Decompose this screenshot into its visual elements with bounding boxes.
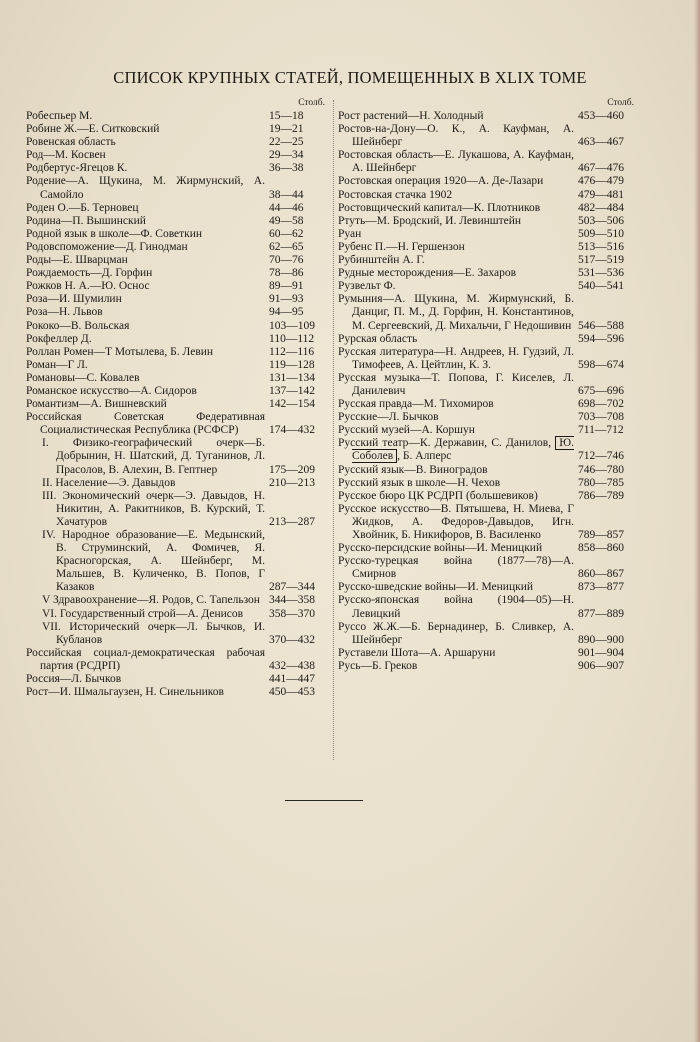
column-range: 780—785 — [578, 476, 624, 489]
entry-title: II. Население—Э. Давыдов — [42, 476, 176, 489]
index-entry — [338, 647, 640, 660]
index-entry — [26, 123, 331, 136]
entry-title: Российская Советская Федеративная Социалистическая Республика (РСФСР) — [26, 411, 265, 437]
entry-title: Рожков Н. А.—Ю. Оснос — [26, 280, 150, 293]
entry-title: Рождаемость—Д. Горфин — [26, 267, 153, 280]
index-entry — [26, 175, 331, 201]
index-entry — [26, 149, 331, 162]
column-range: 711—712 — [578, 424, 624, 437]
entry-title: Русско-японская война (1904—05)—Н. Левицкий — [338, 594, 574, 620]
entry-title: Румыния—А. Щукина, М. Жирмунский, Б. Данциг, П. М., Д. Горфин, Н. Константинов, М. Сергеевский, Д. Михальчи, Г Недошивин — [338, 293, 574, 332]
column-range: 594—596 — [578, 332, 624, 345]
index-entry — [338, 660, 640, 673]
index-entry — [338, 437, 640, 463]
entry-title: Романское искусство—А. Сидоров — [26, 384, 197, 397]
index-entry — [26, 136, 331, 149]
column-range: 901—904 — [578, 646, 624, 659]
entry-title: Рурская область — [338, 332, 418, 345]
column-range: 38—44 — [269, 188, 304, 201]
column-range: 476—479 — [578, 175, 624, 188]
index-entry — [338, 464, 640, 477]
highlighted-author-box: Ю. Соболев — [352, 437, 574, 463]
column-range: 49—58 — [269, 214, 304, 227]
entry-title: Ростов-на-Дону—О. К., А. Кауфман, А. Шейнберг — [338, 123, 574, 149]
page-edge — [694, 0, 700, 1042]
index-entry — [338, 490, 640, 503]
entry-title: Русское бюро ЦК РСДРП (большевиков) — [338, 489, 538, 502]
entry-title: V Здравоохранение—Я. Родов, С. Тапельзон — [42, 594, 260, 607]
column-range: 70—76 — [269, 254, 304, 267]
column-range: 36—38 — [269, 162, 304, 175]
index-entry — [26, 280, 331, 293]
column-range: 450—453 — [269, 686, 315, 699]
entry-title: Руставели Шота—А. Аршаруни — [338, 646, 496, 659]
column-range: 358—370 — [269, 607, 315, 620]
column-range: 89—91 — [269, 280, 304, 293]
column-range: 131—134 — [269, 371, 315, 384]
index-entry — [338, 555, 640, 581]
column-range: 91—93 — [269, 293, 304, 306]
column-range: 287—344 — [269, 581, 315, 594]
index-entry — [26, 267, 331, 280]
index-entry — [26, 621, 331, 647]
column-range: 509—510 — [578, 227, 624, 240]
column-range: 29—34 — [269, 149, 304, 162]
entry-title: Русские—Л. Бычков — [338, 411, 439, 424]
entry-title: Русская правда—М. Тихомиров — [338, 398, 494, 411]
column-range: 44—46 — [269, 201, 304, 214]
entry-title: Ростовская операция 1920—А. Де-Лазари — [338, 175, 544, 188]
column-range: 786—789 — [578, 489, 624, 502]
column-range: 503—506 — [578, 214, 624, 227]
entry-title: Роден О.—Б. Терновец — [26, 201, 139, 214]
index-entry — [26, 608, 331, 621]
entry-title: Рост растений—Н. Холодный — [338, 110, 484, 122]
entry-title: Роман—Г Л. — [26, 358, 88, 371]
entry-title: Рузвельт Ф. — [338, 280, 396, 293]
column-range: 675—696 — [578, 384, 624, 397]
entry-title: Рубинштейн А. Г. — [338, 254, 425, 267]
column-range: 598—674 — [578, 358, 624, 371]
entry-title: Роза—И. Шумилин — [26, 293, 122, 306]
entry-title: III. Экономический очерк—Э. Давыдов, Н. Никитин, А. Ракитников, В. Курский, Т. Хачатуров — [42, 489, 265, 528]
index-entry — [26, 372, 331, 385]
index-entry — [26, 293, 331, 306]
column-range: 441—447 — [269, 673, 315, 686]
entry-title: Русская музыка—Т. Попова, Г. Киселев, Л. Данилевич — [338, 371, 574, 397]
index-entry — [338, 477, 640, 490]
index-entry — [338, 411, 640, 424]
column-range: 112—116 — [269, 345, 315, 358]
entry-title: Родбертус-Ягецов К. — [26, 162, 128, 175]
index-entry — [26, 202, 331, 215]
index-entry — [26, 162, 331, 175]
column-header: Столб. — [607, 98, 634, 108]
column-range: 479—481 — [578, 188, 624, 201]
entry-title: Русская литература—Н. Андреев, Н. Гудзий, Л. Тимофеев, А. Цейтлин, К. З. — [338, 345, 574, 371]
entry-title: Руссо Ж.Ж.—Б. Бернадинер, Б. Сливкер, А. Шейнберг — [338, 620, 574, 646]
entry-title — [338, 437, 574, 463]
index-entry — [338, 149, 640, 175]
column-range: 877—889 — [578, 607, 624, 620]
index-entry — [338, 110, 640, 123]
index-entry — [26, 110, 331, 123]
column-range: 453—460 — [578, 110, 624, 122]
entry-title: Роллан Ромен—Т Мотылева, Б. Левин — [26, 345, 214, 358]
entry-title: Рост—И. Шмальгаузен, Н. Синельников — [26, 686, 224, 699]
index-entry — [338, 398, 640, 411]
entry-title: Романтизм—А. Вишневский — [26, 398, 167, 411]
index-entry — [338, 424, 640, 437]
entry-title-start: Русский театр—К. Державин, С. Данилов, — [338, 437, 556, 450]
index-entry — [26, 594, 331, 607]
index-entry — [26, 490, 331, 529]
index-entry — [26, 411, 331, 437]
column-range: 860—867 — [578, 568, 624, 581]
entry-title: Рокфеллер Д. — [26, 332, 92, 345]
entry-title: Робине Ж.—Е. Ситковский — [26, 123, 160, 136]
column-range: 517—519 — [578, 254, 624, 267]
index-entry — [338, 202, 640, 215]
entry-title: Ростовская стачка 1902 — [338, 188, 453, 201]
index-entry — [26, 241, 331, 254]
entry-title: Русский язык—В. Виноградов — [338, 463, 488, 476]
entry-title: Рубенс П.—Н. Гершензон — [338, 240, 465, 253]
column-range: 103—109 — [269, 319, 315, 332]
column-range: 546—588 — [578, 319, 624, 332]
index-entry — [26, 346, 331, 359]
end-rule — [285, 800, 363, 801]
entry-title: Русский язык в школе—Н. Чехов — [338, 476, 501, 489]
left-column — [26, 97, 331, 699]
entry-title: Роза—Н. Львов — [26, 306, 103, 319]
entry-title: Российская социал-демократическая рабочая партия (РСДРП) — [26, 646, 265, 672]
index-entry — [26, 529, 331, 594]
entry-title: Руан — [338, 227, 362, 240]
entry-title: Ростовская область—Е. Лукашова, А. Кауфман, А. Шейнберг — [338, 149, 574, 175]
index-entry — [26, 333, 331, 346]
index-entry — [338, 372, 640, 398]
index-entry — [26, 477, 331, 490]
column-range: 174—432 — [269, 424, 315, 437]
index-entry — [338, 280, 640, 293]
entry-title: Ровенская область — [26, 136, 116, 149]
entry-title: Ртуть—М. Бродский, И. Левинштейн — [338, 214, 522, 227]
entry-title: Род—М. Косвен — [26, 149, 106, 162]
column-range: 890—900 — [578, 633, 624, 646]
index-entry — [338, 594, 640, 620]
index-entry — [26, 215, 331, 228]
index-entry — [26, 437, 331, 476]
column-range: 119—128 — [269, 358, 315, 371]
index-entry — [26, 385, 331, 398]
column-range: 142—154 — [269, 398, 315, 411]
entry-title: Русское искусство—В. Пятышева, Н. Миева, Г Жидков, А. Федоров-Давыдов, Игн. Хвойник, Б. Никифоров, В. Василенко — [338, 502, 574, 541]
entry-title: VII. Исторический очерк—Л. Бычков, И. Кубланов — [42, 620, 265, 646]
entry-title: Родовспоможение—Д. Гинодман — [26, 240, 188, 253]
entry-title-end: , Б. Алперс — [397, 450, 452, 463]
entry-title: Русско-турецкая война (1877—78)—А. Смирнов — [338, 555, 574, 581]
column-range: 78—86 — [269, 267, 304, 280]
entry-title: Русско-персидские войны—И. Меницкий — [338, 542, 543, 555]
column-range: 698—702 — [578, 398, 624, 411]
column-range: 789—857 — [578, 529, 624, 541]
column-range: 906—907 — [578, 659, 624, 672]
entry-title: Родение—А. Щукина, М. Жирмунский, А. Самойло — [26, 175, 265, 201]
entry-title: Русско-шведские войны—И. Меницкий — [338, 581, 534, 594]
entry-title: Русский музей—А. Коршун — [338, 424, 475, 437]
index-entry — [338, 503, 640, 542]
column-range: 137—142 — [269, 384, 315, 397]
column-range: 62—65 — [269, 240, 304, 253]
left-entry-list — [26, 110, 331, 699]
entry-title: Родной язык в школе—Ф. Советкин — [26, 227, 203, 240]
index-entry — [338, 581, 640, 594]
index-entry — [338, 175, 640, 188]
column-range: 858—860 — [578, 542, 624, 555]
entry-title: Роды—Е. Шварцман — [26, 254, 128, 267]
index-entry — [338, 346, 640, 372]
page-title: СПИСОК КРУПНЫХ СТАТЕЙ, ПОМЕЩЕННЫХ В XLIX ТОМЕ — [113, 68, 587, 87]
entry-title: Рококо—В. Вольская — [26, 319, 130, 332]
column-range: 513—516 — [578, 240, 624, 253]
column-range: 15—18 — [269, 110, 304, 122]
right-column — [338, 97, 640, 673]
index-entry — [338, 293, 640, 332]
index-entry — [338, 621, 640, 647]
entry-title: Робеспьер М. — [26, 110, 93, 122]
index-entry — [26, 359, 331, 372]
entry-title: IV. Народное образование—Е. Медынский, В. Струминский, А. Фомичев, Я. Красногорская, А. Шейнберг, М. Мальшев, В. Куличенко, В. Попов, Г Казаков — [42, 529, 265, 594]
column-range: 210—213 — [269, 476, 315, 489]
index-entry — [26, 398, 331, 411]
column-range: 213—287 — [269, 515, 315, 528]
column-range: 873—877 — [578, 581, 624, 594]
column-range: 344—358 — [269, 594, 315, 607]
column-range: 463—467 — [578, 136, 624, 149]
entry-title: VI. Государственный строй—А. Денисов — [42, 607, 244, 620]
column-range: 94—95 — [269, 306, 304, 319]
index-entry — [338, 189, 640, 202]
column-range: 540—541 — [578, 280, 624, 293]
right-entry-list — [338, 110, 640, 673]
index-entry — [26, 228, 331, 241]
index-entry — [338, 228, 640, 241]
column-divider — [333, 100, 334, 760]
entry-title: Русь—Б. Греков — [338, 659, 418, 672]
column-header: Столб. — [298, 98, 325, 108]
column-range: 370—432 — [269, 633, 315, 646]
entry-title: Россия—Л. Бычков — [26, 673, 122, 686]
column-range: 60—62 — [269, 227, 304, 240]
column-range: 467—476 — [578, 162, 624, 175]
entry-title: Рудные месторождения—Е. Захаров — [338, 267, 517, 280]
index-entry — [338, 542, 640, 555]
index-entry — [26, 673, 331, 686]
entry-title: Родина—П. Вышинский — [26, 214, 146, 227]
column-range: 746—780 — [578, 463, 624, 476]
column-range: 482—484 — [578, 201, 624, 214]
index-entry — [26, 320, 331, 333]
index-entry — [338, 254, 640, 267]
index-entry — [26, 647, 331, 673]
column-range: 712—746 — [578, 450, 624, 463]
column-range: 531—536 — [578, 267, 624, 280]
entry-title: Ростовщический капитал—К. Плотников — [338, 201, 541, 214]
entry-title: I. Физико-географический очерк—Б. Добрынин, Н. Шатский, Д. Туганинов, Л. Прасолов, В. Алехин, В. Гептнер — [42, 437, 265, 476]
index-entry — [338, 333, 640, 346]
column-range: 175—209 — [269, 463, 315, 476]
index-entry — [26, 306, 331, 319]
column-range: 110—112 — [269, 332, 315, 345]
index-entry — [26, 686, 331, 699]
column-range: 703—708 — [578, 411, 624, 424]
column-range: 432—438 — [269, 659, 315, 672]
entry-title: Романовы—С. Ковалев — [26, 371, 140, 384]
index-entry — [338, 123, 640, 149]
index-entry — [338, 241, 640, 254]
index-entry — [26, 254, 331, 267]
column-range: 19—21 — [269, 123, 304, 136]
index-entry — [338, 267, 640, 280]
index-entry — [338, 215, 640, 228]
column-range: 22—25 — [269, 136, 304, 149]
